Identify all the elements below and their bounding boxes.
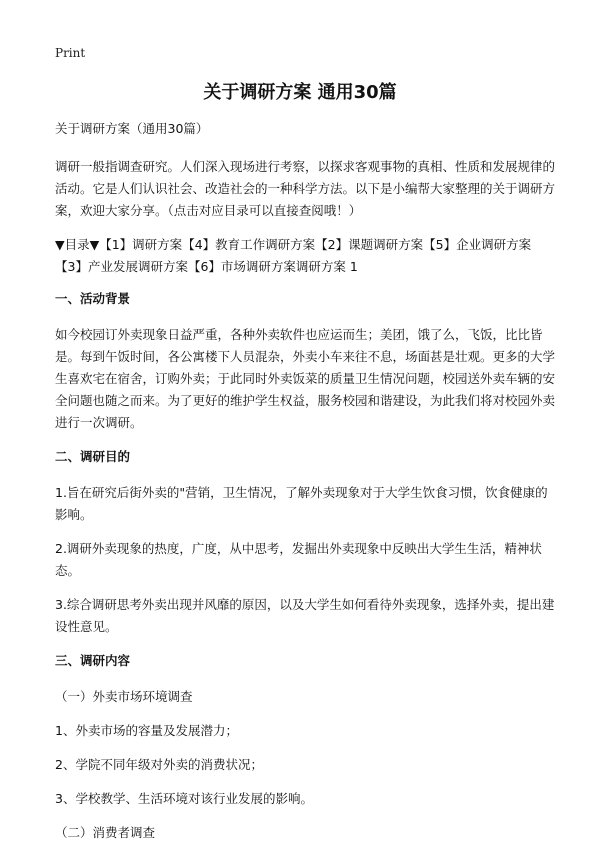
toc-link-4[interactable]: 【4】教育工作调研方案 [182, 237, 316, 252]
content-item: 2、学院不同年级对外卖的消费状况； [55, 757, 263, 772]
section-heading-background: 一、活动背景 [55, 291, 131, 306]
document-subtitle: 关于调研方案（通用30篇） [55, 121, 209, 136]
section-heading-purpose: 二、调研目的 [55, 449, 131, 464]
toc-link-6[interactable]: 【6】市场调研方案调研方案 1 [187, 259, 358, 274]
document-title: 关于调研方案 通用30篇 [203, 82, 397, 103]
print-link[interactable]: Print [55, 46, 86, 60]
subsection-heading-consumer: （二）消费者调查 [55, 825, 156, 840]
purpose-item: 2.调研外卖现象的热度，广度，从中思考，发掘出外卖现象中反映出大学生生活，精神状态。 [55, 541, 542, 578]
background-paragraph: 如今校园订外卖现象日益严重，各种外卖软件也应运而生；美团，饿了么，飞饭，比比皆是。每到午饭时间，各公寓楼下人员混杂，外卖小车来往不息，场面甚是壮观。更多的大学生喜欢宅在宿舍，订购外卖；于此同时外卖饭菜的质量卫生情况问题，校园送外卖车辆的安全问题也随之而来。为了更好的维护学生权益，服务校园和谐建设，为此我们将对校园外卖进行一次调研。 [55, 327, 556, 430]
toc-link-3[interactable]: 【3】产业发展调研方案 [55, 259, 188, 274]
intro-paragraph: 调研一般指调查研究。人们深入现场进行考察，以探求客观事物的真相、性质和发展规律的活动。它是人们认识社会、改造社会的一种科学方法。以下是小编帮大家整理的关于调研方案，欢迎大家分享。（点击对应目录可以直接查阅哦！） [55, 159, 556, 218]
toc-link-1[interactable]: 【1】调研方案 [99, 237, 183, 252]
section-heading-content: 三、调研内容 [55, 653, 131, 668]
table-of-contents [55, 234, 555, 278]
purpose-item: 1.旨在研究后街外卖的"营销，卫生情况，了解外卖现象对于大学生饮食习惯，饮食健康的影响。 [55, 485, 548, 522]
toc-prefix: ▼目录▼ [55, 237, 100, 252]
toc-link-5[interactable]: 【5】企业调研方案 [423, 237, 532, 252]
document-body [55, 118, 555, 856]
content-item: 3、学校教学、生活环境对该行业发展的影响。 [55, 791, 313, 806]
toc-link-2[interactable]: 【2】课题调研方案 [315, 237, 424, 252]
subsection-heading-market: （一）外卖市场环境调查 [55, 689, 193, 704]
content-item: 1、外卖市场的容量及发展潜力； [55, 723, 238, 738]
purpose-item: 3.综合调研思考外卖出现并风靡的原因，以及大学生如何看待外卖现象，选择外卖，提出建设性意见。 [55, 597, 555, 634]
